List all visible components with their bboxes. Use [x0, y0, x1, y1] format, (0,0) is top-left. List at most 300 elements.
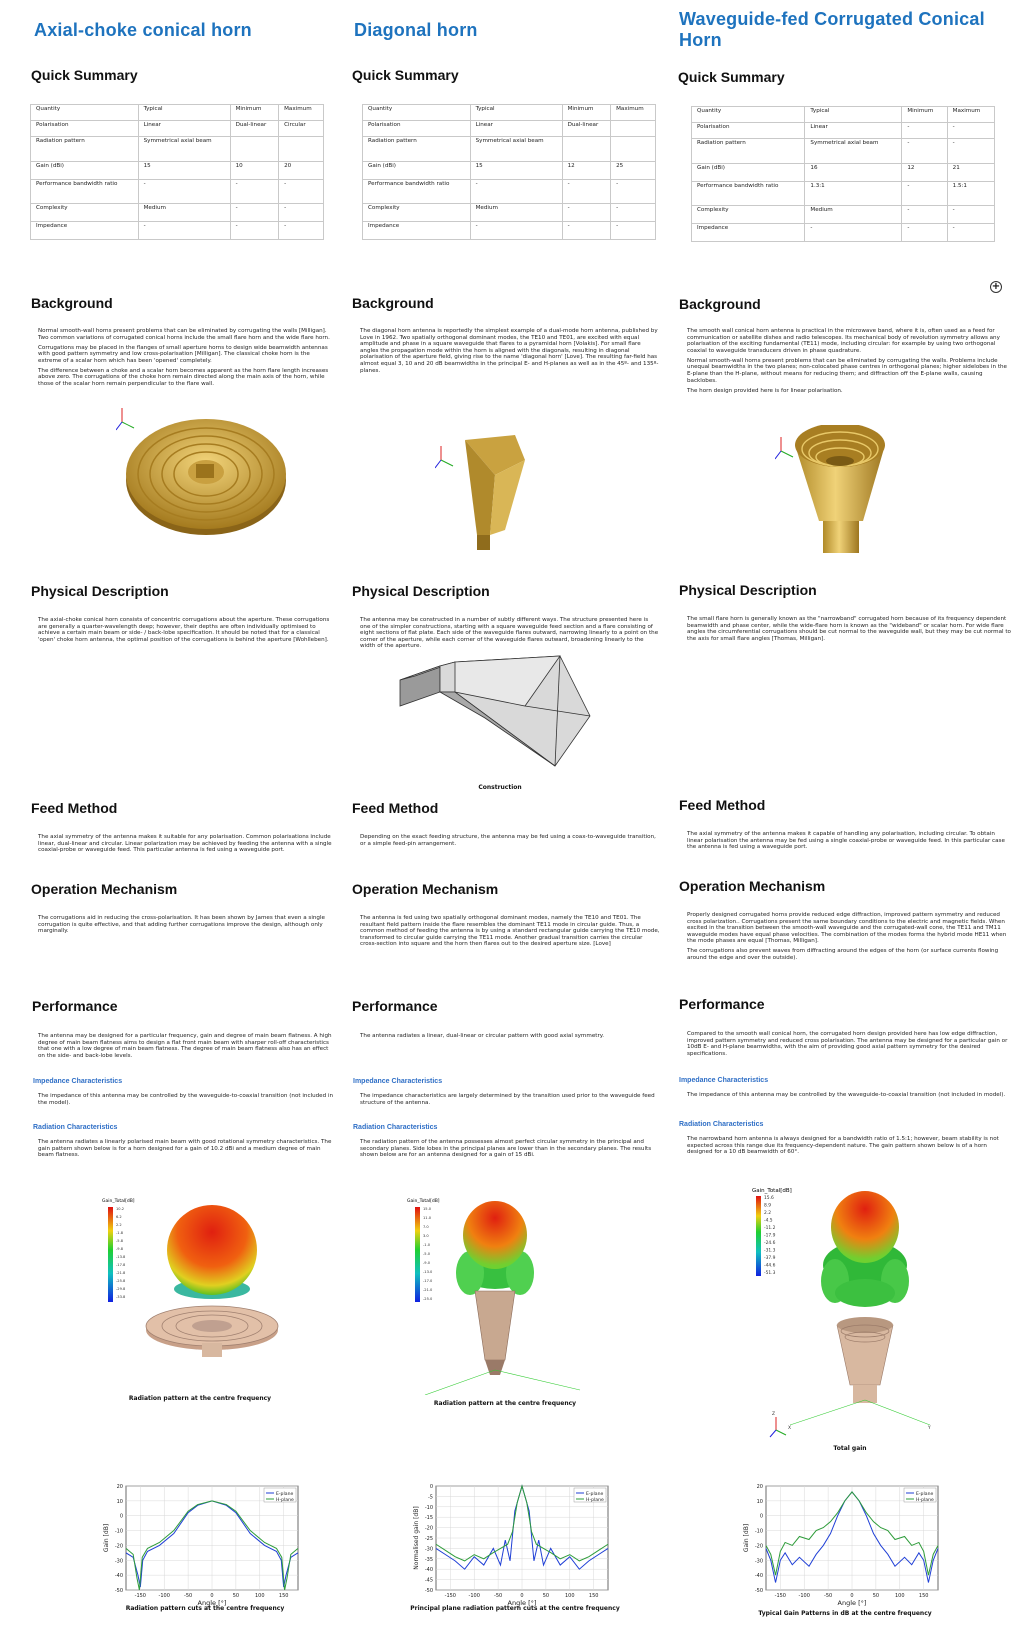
table-row	[692, 224, 995, 242]
colorbar-tick: -21.8	[116, 1271, 126, 1275]
paragraph: The difference between a choke and a scalar horn becomes apparent as the horn flare length increases above zero. The corrugations of the choke horn remain directed along the main axis of the horn, while those of the scalar horn remain perpendicular to the flare wall.	[38, 367, 329, 387]
y-tick-label: -10	[424, 1504, 433, 1511]
impedance-text	[38, 1093, 334, 1110]
y-tick-label: 0	[119, 1513, 123, 1520]
table-cell: 1.3:1	[805, 182, 902, 206]
colorbar-tick: -17.9	[764, 1233, 776, 1239]
table-cell: Dual-linear	[562, 121, 611, 137]
table-cell	[230, 137, 279, 162]
table-cell: -	[138, 222, 230, 240]
axis-y-label: Y	[928, 1426, 931, 1431]
colorbar-title: Gain_Total[dB]	[407, 1199, 440, 1204]
table-cell: Typical	[470, 105, 562, 121]
operation-mechanism-heading: Operation Mechanism	[352, 881, 499, 897]
operation-mechanism-text	[360, 915, 660, 951]
colorbar-tick: -13.8	[116, 1255, 126, 1259]
cut-plot-1	[100, 1480, 310, 1612]
quick-summary-heading: Quick Summary	[352, 67, 459, 83]
colorbar-title: Gain_Total[dB]	[102, 1199, 135, 1204]
table-cell: Minimum	[230, 105, 279, 121]
radiation-characteristics-heading: Radiation Characteristics	[353, 1124, 438, 1131]
page-title: Waveguide-fed Corrugated Conical Horn	[679, 9, 985, 50]
x-tick-label: 0	[850, 1593, 854, 1599]
paragraph: The corrugations also prevent waves from diffracting around the edges of the horn (or surface currents flowing around the edge and over the outside).	[687, 948, 999, 961]
feed-method-heading: Feed Method	[352, 800, 439, 816]
table-header-row	[363, 105, 656, 121]
y-tick-label: -10	[754, 1528, 763, 1535]
paragraph: The axial symmetry of the antenna makes it suitable for any polarisation. Common polarisations include linear, dual-linear and circular. Linear polarization may be achieved by feeding the antenna with a single coaxial-probe or waveguide feed. This particular antenna is fed using a waveguide port.	[38, 834, 332, 854]
table-cell: Circular	[279, 121, 324, 137]
colorbar-tick: -17.8	[116, 1263, 126, 1267]
colorbar-tick: -44.6	[764, 1263, 776, 1269]
x-tick-label: 0	[520, 1593, 524, 1599]
x-tick-label: -50	[184, 1593, 193, 1599]
radiation-pattern-3d	[740, 1185, 970, 1440]
table-cell: Quantity	[363, 105, 471, 121]
colorbar-tick: 3.0	[423, 1234, 429, 1238]
x-tick-label: -150	[774, 1593, 787, 1599]
table-cell: 16	[805, 164, 902, 182]
table-cell: -	[279, 204, 324, 222]
table-cell: -	[562, 222, 611, 240]
table-row	[692, 164, 995, 182]
colorbar-tick: -25.0	[423, 1297, 433, 1301]
table-cell: Quantity	[692, 107, 805, 123]
table-cell: Performance bandwidth ratio	[692, 182, 805, 206]
colorbar-tick: -37.9	[764, 1256, 776, 1261]
x-tick-label: 100	[895, 1593, 905, 1599]
paragraph: Corrugations may be placed in the flanges of small aperture horns to design wide beamwidth antennas with good pattern symmetry and low cross-polarisation [Milligan]. The classical choke horn is the extreme of a scalar horn which has been 'opened' completely.	[38, 344, 328, 364]
table-cell: -	[138, 180, 230, 204]
y-tick-label: 20	[116, 1484, 123, 1490]
paragraph: The impedance characteristics are largely determined by the transition used prior to the waveguide feed structure of the antenna.	[360, 1093, 655, 1106]
table-cell: Symmetrical axial beam	[138, 137, 230, 162]
x-tick-label: 50	[542, 1593, 550, 1599]
paragraph: The antenna radiates a linear, dual-linear or circular pattern with good axial symmetry.	[360, 1033, 605, 1039]
colorbar-tick: -31.3	[764, 1248, 776, 1254]
quick-summary-table	[362, 104, 656, 240]
paragraph: The small flare horn is generally known as the "narrowband" corrugated horn because of its frequency dependent beamwidth and phase center, while the wide-flare horn is known as the "wideband" or scalar horn. For wide flare angles the circumferential corrugations should be cut normal to the waveguide wall, but they may be cut normal to the axis for small flare angles [Thomas, Milligan].	[687, 616, 1011, 642]
x-tick-label: 100	[255, 1593, 265, 1599]
x-axis-label: Angle [°]	[837, 1599, 867, 1607]
performance-text	[360, 1033, 660, 1043]
background-text	[687, 328, 1012, 398]
physical-description-heading: Physical Description	[352, 583, 490, 599]
colorbar-tick: 2.2	[764, 1211, 771, 1216]
radiation-text	[38, 1139, 334, 1162]
y-tick-label: -35	[424, 1556, 433, 1563]
table-cell: 12	[562, 162, 611, 180]
colorbar-tick: -25.8	[116, 1279, 126, 1283]
radiation-characteristics-heading: Radiation Characteristics	[679, 1121, 764, 1128]
performance-text	[687, 1031, 1012, 1061]
table-row	[31, 137, 324, 162]
radiation-caption: Total gain	[833, 1445, 867, 1452]
table-cell: -	[562, 204, 611, 222]
table-cell: Linear	[138, 121, 230, 137]
x-tick-label: 150	[918, 1593, 929, 1599]
x-tick-label: 50	[232, 1593, 240, 1599]
background-text	[360, 328, 660, 378]
x-tick-label: 0	[210, 1593, 214, 1599]
table-row	[363, 180, 656, 204]
x-tick-label: -50	[494, 1593, 503, 1599]
impedance-text	[687, 1092, 1012, 1102]
table-cell: -	[230, 180, 279, 204]
paragraph: The antenna may be designed for a particular frequency, gain and degree of main beam flatness. A high degree of main beam flatness aims to design a flat front main beam with sharper roll-off characteristics that one with a low degree of main beam flatness. The degree of main beam flatness also has an effect on the side- and back-lobe levels.	[38, 1033, 332, 1059]
operation-mechanism-text	[687, 912, 1012, 965]
legend-label: H-plane	[916, 1498, 934, 1503]
paragraph: The horn design provided here is for linear polarisation.	[687, 387, 843, 394]
y-tick-label: -50	[754, 1588, 763, 1594]
legend-label: E-plane	[586, 1492, 604, 1497]
table-cell: -	[279, 180, 324, 204]
y-tick-label: -50	[424, 1588, 433, 1594]
table-cell: Impedance	[692, 224, 805, 242]
table-cell	[562, 137, 611, 162]
paragraph: The axial-choke conical horn consists of concentric corrugations about the aperture. These corrugations are generally a quarter-wavelength deep; however, their depths are often individually optimised to achieve a certain main beam or side- / back-lobe specification. It should be noted that for a classical 'open' choke horn antenna, the optimal position of the corrugations is behind the aperture [Wohlleben].	[38, 617, 330, 643]
radiation-pattern-3d	[405, 1195, 605, 1395]
table-cell: 20	[279, 162, 324, 180]
table-cell: Medium	[470, 204, 562, 222]
y-tick-label: 0	[429, 1484, 433, 1490]
quick-summary-heading: Quick Summary	[31, 67, 138, 83]
table-cell: Radiation pattern	[31, 137, 139, 162]
table-cell: -	[947, 123, 994, 139]
table-cell: Radiation pattern	[363, 137, 471, 162]
feed-method-text	[38, 834, 334, 857]
table-row	[363, 121, 656, 137]
colorbar-tick: -29.8	[116, 1287, 126, 1291]
table-cell: Complexity	[363, 204, 471, 222]
table-cell: -	[470, 222, 562, 240]
table-cell: Typical	[805, 107, 902, 123]
table-cell: -	[947, 224, 994, 242]
corrugated-horn-image	[775, 425, 905, 555]
axis-x-label: X	[788, 1426, 792, 1431]
column-diagonal-horn	[340, 0, 680, 1645]
column-axial-choke	[0, 0, 340, 1645]
x-tick-label: 150	[588, 1593, 599, 1599]
table-cell: 15	[470, 162, 562, 180]
colorbar-tick: 8.9	[764, 1203, 771, 1209]
table-row	[31, 204, 324, 222]
table-row	[31, 222, 324, 240]
legend	[264, 1488, 296, 1503]
y-tick-label: -25	[424, 1536, 433, 1542]
paragraph: The smooth wall conical horn antenna is practical in the microwave band, where it is, often used as a feed for communication or satellite dishes and radio telescopes. Its mechanical body of revolution symmetry allows any polarisation of the exciting fundamental (TE11) mode, including circular: for example by using two orthogonal coaxial to waveguide transducers driven in phase quadrature.	[687, 328, 1000, 354]
background-heading: Background	[679, 296, 761, 312]
impedance-text	[360, 1093, 660, 1110]
paragraph: The narrowband horn antenna is always designed for a bandwidth ratio of 1.5:1; however, beam stability is not expected across this range due its frequency-dependent nature. The gain pattern shown below is of a horn designed for a 10 dB beamwidth of 60°.	[687, 1136, 999, 1156]
colorbar-tick: 15.0	[423, 1207, 432, 1211]
y-tick-label: -20	[114, 1543, 123, 1550]
table-cell: -	[230, 222, 279, 240]
x-axis-label: Angle [°]	[507, 1599, 537, 1607]
colorbar-tick: -9.0	[423, 1261, 431, 1265]
paragraph: Properly designed corrugated horns provide reduced edge diffraction, improved pattern symmetry and reduced cross polarization.. Corrugations present the same boundary conditions to the electric and magnetic fields. When excited in the transition between the smooth-wall waveguide and the corrugated-wall cone, the TE11 and TM11 waveguide modes have equal phase velocities. The combination of the modes forms the hybrid mode HE11 when the mode phases are equal [Thomas, Milligan].	[687, 912, 1007, 945]
colorbar-tick: -21.0	[423, 1288, 433, 1292]
table-cell: Maximum	[947, 107, 994, 123]
cut-plot-3	[740, 1480, 950, 1612]
y-tick-label: -20	[754, 1543, 763, 1550]
table-cell: Linear	[470, 121, 562, 137]
colorbar	[415, 1207, 420, 1302]
impedance-characteristics-heading: Impedance Characteristics	[679, 1077, 769, 1084]
table-cell: Performance bandwidth ratio	[31, 180, 139, 204]
table-cell: Radiation pattern	[692, 139, 805, 164]
colorbar	[756, 1196, 761, 1276]
page-title: Axial-choke conical horn	[34, 20, 252, 40]
colorbar-tick: -11.2	[764, 1226, 776, 1231]
cut-caption: Radiation pattern cuts at the centre frequency	[125, 1605, 285, 1612]
table-row	[363, 222, 656, 240]
colorbar-tick: 2.2	[116, 1223, 122, 1227]
legend-label: E-plane	[916, 1492, 934, 1497]
y-tick-label: -40	[424, 1567, 433, 1574]
y-tick-label: -30	[424, 1546, 433, 1553]
table-cell: Impedance	[31, 222, 139, 240]
table-cell: 10	[230, 162, 279, 180]
y-tick-label: -10	[114, 1528, 123, 1535]
table-cell	[279, 137, 324, 162]
paragraph: The antenna is fed using two spatially orthogonal dominant modes, namely the TE10 and TE01. The resultant field pattern inside the flare resembles the dominant TE11 mode in circular guide. Thus, a common method of feeding the antenna is by using a standard rectangular guide carrying the TE10 mode, transformed to circular guide carrying the TE11 mode. Another gradual transition carries the circular cross-section into square and the horn then flares out to the desired aperture size. [Love]	[360, 915, 660, 948]
operation-mechanism-heading: Operation Mechanism	[679, 878, 826, 894]
table-cell: Complexity	[31, 204, 139, 222]
colorbar-tick: -13.0	[423, 1270, 433, 1274]
colorbar-tick: 6.2	[116, 1215, 122, 1219]
background-heading: Background	[352, 295, 434, 311]
legend	[904, 1488, 936, 1503]
background-heading: Background	[31, 295, 113, 311]
physical-description-heading: Physical Description	[679, 582, 817, 598]
y-axis-label: Gain [dB]	[743, 1523, 750, 1553]
colorbar-tick: -51.3	[764, 1271, 776, 1276]
table-cell: -	[279, 222, 324, 240]
table-cell: Symmetrical axial beam	[805, 139, 902, 164]
colorbar-tick: -4.5	[764, 1218, 773, 1224]
physical-description-text	[687, 616, 1012, 646]
y-axis-label: Gain [dB]	[103, 1523, 110, 1553]
x-axis-label: Angle [°]	[197, 1599, 227, 1607]
table-cell: -	[562, 180, 611, 204]
table-cell: Polarisation	[692, 123, 805, 139]
x-tick-label: -50	[824, 1593, 833, 1599]
y-tick-label: -50	[114, 1588, 123, 1594]
radiation-text	[687, 1136, 1012, 1159]
performance-heading: Performance	[352, 998, 438, 1014]
y-tick-label: -30	[754, 1558, 763, 1565]
table-cell: Complexity	[692, 206, 805, 224]
legend	[574, 1488, 606, 1503]
paragraph: The axial symmetry of the antenna makes it capable of handling any polarisation, including circular. To obtain linear polarisation the antenna may be fed using a single coaxial-probe or waveguide feed. In this particular case the antenna is fed using a waveguide port.	[687, 831, 1005, 851]
y-tick-label: 10	[756, 1498, 763, 1505]
y-tick-label: -30	[114, 1558, 123, 1565]
physical-description-text	[38, 617, 334, 647]
colorbar-tick: -1.0	[423, 1243, 431, 1247]
table-cell: -	[902, 224, 947, 242]
table-cell: Symmetrical axial beam	[470, 137, 562, 162]
table-cell: Medium	[138, 204, 230, 222]
table-cell: -	[611, 204, 656, 222]
performance-text	[38, 1033, 334, 1063]
table-cell: -	[947, 206, 994, 224]
feed-method-text	[687, 831, 1012, 854]
feed-method-heading: Feed Method	[31, 800, 118, 816]
colorbar-tick: -1.8	[116, 1231, 124, 1235]
performance-heading: Performance	[679, 996, 765, 1012]
quick-summary-table	[30, 104, 324, 240]
paragraph: Depending on the exact feeding structure, the antenna may be fed using a coax-to-waveguide transition, or a simple feed-pin arrangement.	[360, 834, 656, 847]
paragraph: The impedance of this antenna may be controlled by the waveguide-to-coaxial transition (not included in the model).	[38, 1093, 334, 1106]
y-tick-label: 10	[116, 1498, 123, 1505]
colorbar-tick: -5.0	[423, 1252, 431, 1256]
table-cell: -	[902, 206, 947, 224]
table-cell: 15	[138, 162, 230, 180]
x-tick-label: 150	[278, 1593, 289, 1599]
paragraph: Normal smooth-wall horns present problems that can be eliminated by corrugating the walls. Problems include unequal beamwidths in the two planes; non-colocated phase centres in orthogonal planes; higher sidelobes in the E-plane than the H-plane, without means for reducing them; and diffraction off the E-plane walls, causing backlobes.	[687, 357, 1007, 384]
page-title: Diagonal horn	[354, 20, 478, 40]
table-cell: Maximum	[279, 105, 324, 121]
table-cell: -	[470, 180, 562, 204]
expand-icon[interactable]: +	[991, 281, 1001, 292]
table-header-row	[692, 107, 995, 123]
impedance-characteristics-heading: Impedance Characteristics	[33, 1078, 123, 1085]
table-cell: -	[230, 204, 279, 222]
colorbar-tick: 15.6	[764, 1196, 774, 1201]
colorbar	[108, 1207, 113, 1302]
colorbar-tick: -9.8	[116, 1247, 124, 1251]
paragraph: The antenna may be constructed in a number of subtly different ways. The structure presented here is one of the simpler constructions, starting with a square waveguide feed section and a flare consisting of eight sections of flat plate. Each side of the waveguide flares outward, narrowing linearly to a point on the corner of the aperture, while each corner of the waveguide flares outward, broadening linearly to the width of the aperture.	[360, 617, 659, 650]
axis-z-label: Z	[772, 1412, 776, 1417]
colorbar-tick: 7.0	[423, 1225, 429, 1229]
x-tick-label: -100	[468, 1593, 480, 1599]
table-row	[692, 139, 995, 164]
table-cell: 25	[611, 162, 656, 180]
table-cell: Gain (dBi)	[363, 162, 471, 180]
radiation-caption: Radiation pattern at the centre frequency	[128, 1395, 272, 1402]
table-cell: Quantity	[31, 105, 139, 121]
table-cell: -	[805, 224, 902, 242]
y-tick-label: -5	[428, 1494, 433, 1501]
operation-mechanism-heading: Operation Mechanism	[31, 881, 178, 897]
table-row	[692, 182, 995, 206]
table-cell: Medium	[805, 206, 902, 224]
radiation-characteristics-heading: Radiation Characteristics	[33, 1124, 118, 1131]
paragraph: The radiation pattern of the antenna possesses almost perfect circular symmetry in the principal and secondary planes. Side lobes in the principal planes are lower than in the secondary planes. The results shown below are for an antenna designed for a gain of 15 dBi.	[360, 1139, 652, 1159]
table-row	[31, 162, 324, 180]
axial-choke-horn-image	[116, 400, 286, 540]
y-tick-label: -20	[424, 1525, 433, 1532]
radiation-caption: Radiation pattern at the centre frequency	[433, 1400, 577, 1407]
table-row	[692, 206, 995, 224]
cut-caption: Principal plane radiation pattern cuts at the centre frequency	[410, 1605, 620, 1612]
table-cell: Performance bandwidth ratio	[363, 180, 471, 204]
x-tick-label: -100	[798, 1593, 810, 1599]
radiation-text	[360, 1139, 660, 1162]
diagonal-horn-image	[435, 420, 545, 550]
paragraph: The corrugations aid in reducing the cross-polarisation. It has been shown by James that even a single corrugation is quite effective, and that adding further corrugations improve the design, although only marginally.	[38, 915, 325, 935]
cut-caption: Typical Gain Patterns in dB at the centre frequency	[758, 1610, 932, 1617]
table-cell: Typical	[138, 105, 230, 121]
x-tick-label: 50	[872, 1593, 880, 1599]
quick-summary-heading: Quick Summary	[678, 69, 785, 85]
table-row	[692, 123, 995, 139]
paragraph: Compared to the smooth wall conical horn, the corrugated horn design provided here has low edge diffraction, improved pattern symmetry and reduced cross polarisation. The antenna may be designed for a particular gain or 10dB E- and H-plane beamwidths, with the aim of providing good axial pattern symmetry for the desired specifications.	[687, 1031, 1008, 1057]
table-cell: 21	[947, 164, 994, 182]
colorbar-ticks	[423, 1207, 433, 1301]
table-cell	[611, 121, 656, 137]
table-row	[363, 204, 656, 222]
colorbar-ticks	[764, 1195, 776, 1276]
table-cell: Impedance	[363, 222, 471, 240]
legend-label: H-plane	[276, 1498, 294, 1503]
table-cell: -	[947, 139, 994, 164]
x-tick-label: -150	[134, 1593, 147, 1599]
table-row	[363, 137, 656, 162]
colorbar-tick: 10.2	[116, 1207, 125, 1211]
construction-caption: Construction	[478, 784, 522, 791]
colorbar-tick: -33.8	[116, 1295, 126, 1299]
paragraph: The antenna radiates a linearly polarised main beam with good rotational symmetry characteristics. The gain pattern shown below is for a horn designed for a gain of 10.2 dBi and a medium degree of main beam flatness.	[38, 1139, 332, 1159]
table-cell: -	[902, 182, 947, 206]
paragraph: The diagonal horn antenna is reportedly the simplest example of a dual-mode horn antenna, published by Love in 1962. Two spatially orthogonal dominant modes, the TE10 and TE01, are excited with equal amplitude and phase in a square waveguide that flares to a pyramidal horn [Volakis]. For small flare angles the propagation mode within the horn is aligned with the diagonals, resulting in diagonal polarisation of the aperture field, giving rise to the name 'diagonal horn' [Love]. The resulting far-field has almost equal 3, 10 and 20 dB beamwidths in the principal E- and H-planes as well as in the 45º- and 135º-planes.	[360, 328, 659, 374]
legend-label: E-plane	[276, 1492, 294, 1497]
background-text	[38, 328, 334, 391]
table-cell: -	[902, 139, 947, 164]
table-cell: Polarisation	[31, 121, 139, 137]
table-cell: -	[902, 123, 947, 139]
colorbar-tick: -24.6	[764, 1241, 776, 1246]
construction-image	[395, 648, 595, 780]
table-cell: -	[611, 180, 656, 204]
x-tick-label: 100	[565, 1593, 575, 1599]
y-tick-label: 20	[756, 1484, 763, 1490]
radiation-pattern-3d	[100, 1195, 300, 1380]
table-row	[31, 121, 324, 137]
physical-description-heading: Physical Description	[31, 583, 169, 599]
table-row	[31, 180, 324, 204]
table-cell: Gain (dBi)	[692, 164, 805, 182]
y-tick-label: 0	[759, 1513, 763, 1520]
table-cell: Minimum	[902, 107, 947, 123]
y-tick-label: -40	[754, 1573, 763, 1580]
colorbar-tick: -17.0	[423, 1279, 433, 1283]
legend-label: H-plane	[586, 1498, 604, 1503]
paragraph: The impedance of this antenna may be controlled by the waveguide-to-coaxial transition (not included in model).	[687, 1092, 1006, 1098]
table-cell: Gain (dBi)	[31, 162, 139, 180]
feed-method-heading: Feed Method	[679, 797, 766, 813]
table-cell	[611, 137, 656, 162]
y-tick-label: -15	[424, 1515, 433, 1522]
y-tick-label: -45	[424, 1577, 433, 1584]
colorbar-tick: -5.8	[116, 1239, 124, 1243]
cut-plot-2	[410, 1480, 620, 1612]
table-cell: Minimum	[562, 105, 611, 121]
table-cell: Dual-linear	[230, 121, 279, 137]
table-row	[363, 162, 656, 180]
x-tick-label: -150	[444, 1593, 457, 1599]
quick-summary-table	[691, 106, 995, 242]
column-corrugated-conical	[680, 0, 1024, 1645]
y-axis-label: Normalised gain [dB]	[413, 1506, 420, 1570]
table-cell: -	[611, 222, 656, 240]
feed-method-text	[360, 834, 660, 851]
table-cell: 1.5:1	[947, 182, 994, 206]
colorbar-tick: 11.0	[423, 1216, 432, 1220]
paragraph: Normal smooth-wall horns present problems that can be eliminated by corrugating the walls [Milligan]. Two common variations of corrugated conical horns include the small flare horn and the wide flare horn.	[38, 328, 330, 341]
table-cell: Polarisation	[363, 121, 471, 137]
